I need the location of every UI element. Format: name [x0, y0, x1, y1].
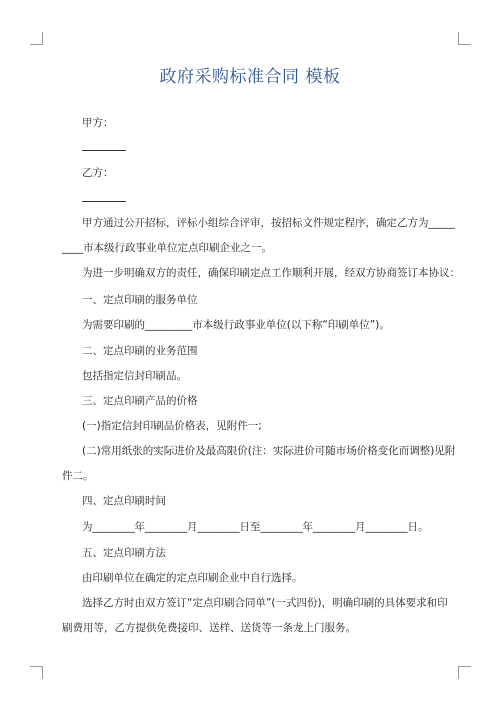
- section-heading-3: 三、定点印刷产品的价格: [82, 395, 198, 407]
- paragraph-selection-cont: 刷费用等，乙方提供免费接印、送样、送货等一条龙上门服务。: [62, 622, 356, 634]
- paragraph-service-unit: 为需要印刷的_________市本级行政事业单位(以下称“印刷单位”)。: [82, 319, 390, 331]
- party-a-blank[interactable]: [82, 150, 126, 151]
- crop-mark-bottom-left: [30, 666, 43, 679]
- paragraph-price-1: (一)指定信封印刷品价格表，见附件一;: [82, 420, 262, 432]
- party-a-label: 甲方：: [82, 117, 114, 129]
- section-heading-5: 五、定点印刷方法: [82, 547, 166, 559]
- paragraph-price-2: (二)常用纸张的实际进价及最高限价(注：实际进价可随市场价格变化而调整)见附: [82, 445, 456, 457]
- document-title: 政府采购标准合同 模板: [159, 67, 341, 87]
- party-b-blank[interactable]: [82, 201, 126, 202]
- paragraph-selection: 选择乙方时由双方签订“定点印刷合同单”(一式四份)，明确印刷的具体要求和印: [82, 597, 448, 609]
- paragraph-award: 甲方通过公开招标，评标小组综合评审，按招标文件规定程序，确定乙方为_____: [82, 217, 455, 229]
- section-heading-1: 一、定点印刷的服务单位: [82, 294, 198, 306]
- paragraph-scope: 包括指定信封印刷品。: [82, 370, 187, 382]
- paragraph-time: 为________年________月________日至________年________月________日。: [82, 521, 429, 533]
- paragraph-award-cont: ____市本级行政事业单位定点印刷企业之一。: [62, 242, 272, 254]
- section-heading-2: 二、定点印刷的业务范围: [82, 345, 198, 357]
- paragraph-price-2-cont: 件二。: [62, 470, 94, 482]
- section-heading-4: 四、定点印刷时间: [82, 495, 166, 507]
- paragraph-method: 由印刷单位在确定的定点印刷企业中自行选择。: [82, 572, 303, 584]
- crop-mark-bottom-right: [458, 666, 471, 679]
- party-b-label: 乙方：: [82, 167, 114, 179]
- paragraph-intro: 为进一步明确双方的责任，确保印刷定点工作顺利开展，经双方协商签订本协议：: [82, 267, 460, 279]
- crop-mark-top-left: [30, 32, 43, 45]
- crop-mark-top-right: [458, 32, 471, 45]
